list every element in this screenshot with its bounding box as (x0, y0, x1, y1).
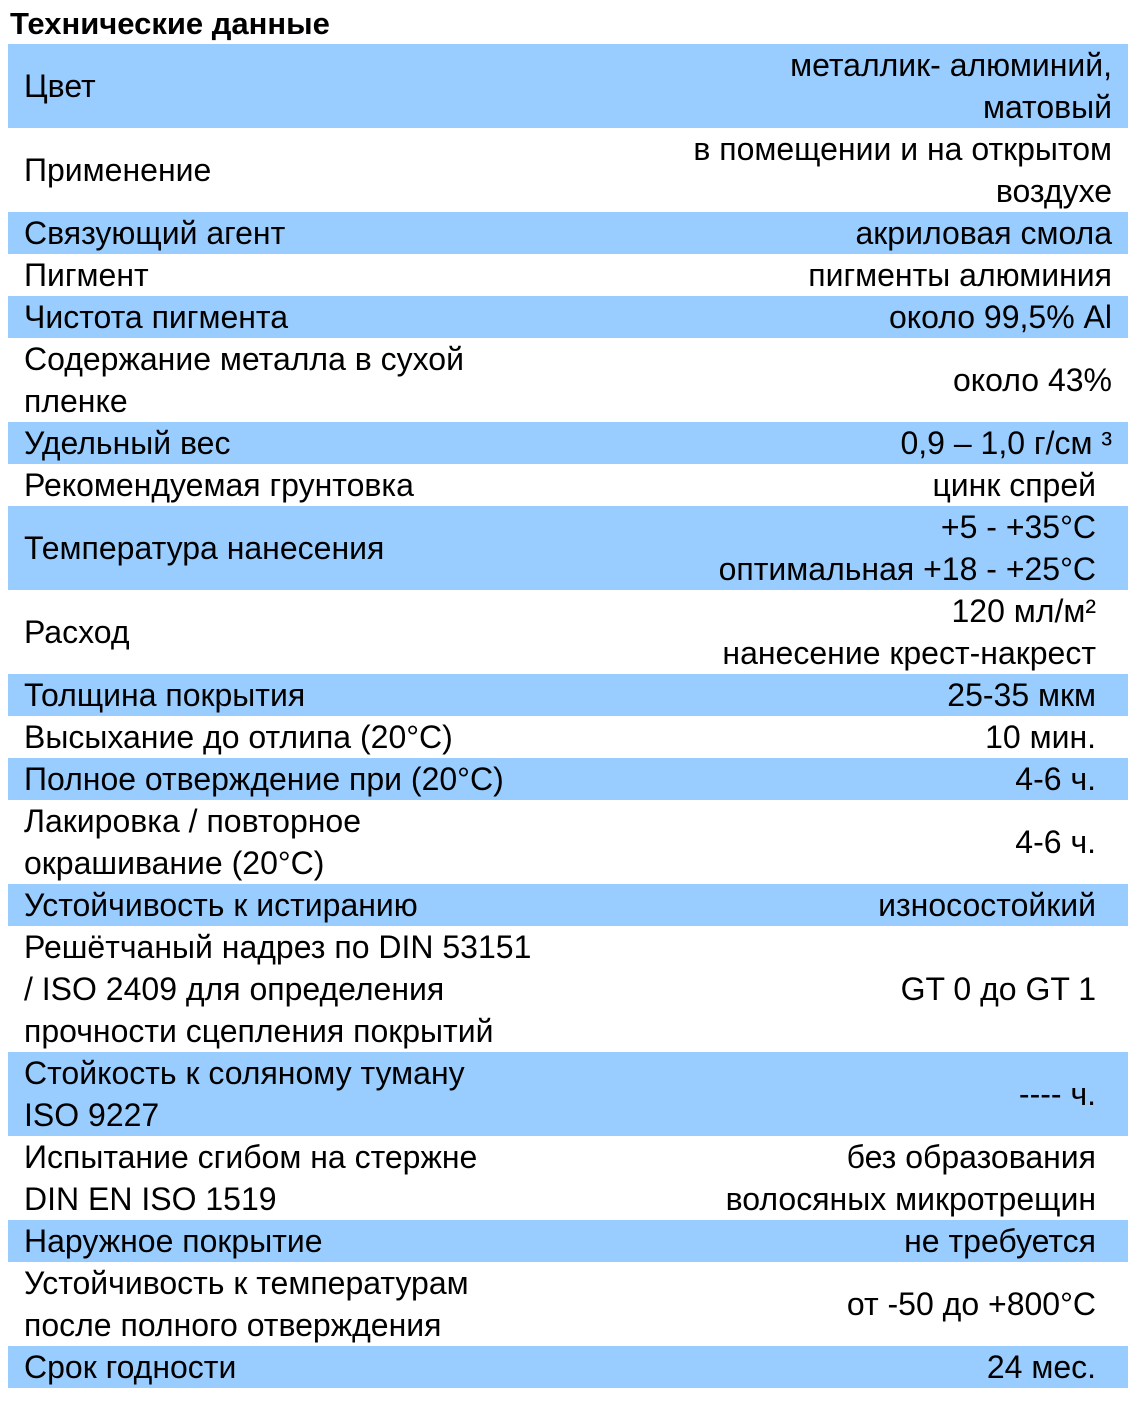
row-label: Стойкость к соляному туману ISO 9227 (24, 1055, 465, 1133)
row-label: Рекомендуемая грунтовка (24, 467, 414, 503)
row-label: Наружное покрытие (24, 1223, 323, 1259)
table-row (8, 800, 1128, 884)
table-row (8, 128, 1128, 212)
row-value: металлик- алюминий, матовый (790, 47, 1112, 125)
row-label: Полное отверждение при (20°C) (24, 761, 504, 797)
row-value: 120 мл/м² нанесение крест-накрест (722, 593, 1096, 671)
row-value: износостойкий (878, 887, 1096, 923)
row-label: Расход (24, 614, 130, 650)
table-row (8, 674, 1128, 716)
row-label: Лакировка / повторное окрашивание (20°C) (24, 803, 362, 881)
table-row (8, 758, 1128, 800)
table-row (8, 716, 1128, 758)
row-label: Удельный вес (24, 425, 231, 461)
row-label: Цвет (24, 68, 96, 104)
row-value: ---- ч. (1018, 1076, 1096, 1112)
row-value: 0,9 – 1,0 г/см ³ (900, 425, 1112, 461)
row-value: +5 - +35°C оптимальная +18 - +25°C (718, 509, 1096, 587)
row-label: Пигмент (24, 257, 149, 293)
row-value: цинк спрей (932, 467, 1096, 503)
table-row (8, 884, 1128, 926)
row-value: от -50 до +800°C (846, 1286, 1096, 1322)
row-value: не требуется (904, 1223, 1096, 1259)
table-row (8, 422, 1128, 464)
row-value: 24 мес. (986, 1349, 1096, 1385)
table-row (8, 926, 1128, 1052)
row-label: Содержание металла в сухой пленке (24, 341, 464, 419)
table-row (8, 1346, 1128, 1388)
row-value: около 99,5% Al (888, 299, 1112, 335)
table-row (8, 1262, 1128, 1346)
table-row (8, 254, 1128, 296)
row-label: Применение (24, 152, 212, 188)
row-label: Температура нанесения (24, 530, 385, 566)
row-label: Высыхание до отлипа (20°C) (24, 719, 453, 755)
row-label: Устойчивость к истиранию (24, 887, 418, 923)
row-label: Срок годности (24, 1349, 237, 1385)
row-label: Связующий агент (24, 215, 286, 251)
row-label: Устойчивость к температурам после полного отверждения (24, 1265, 469, 1343)
table-row (8, 44, 1128, 128)
row-label: Чистота пигмента (24, 299, 289, 335)
table-row (8, 1052, 1128, 1136)
row-label: Толщина покрытия (24, 677, 306, 713)
row-value: 4-6 ч. (1015, 824, 1096, 860)
row-value: 25-35 мкм (947, 677, 1096, 713)
row-label: Испытание сгибом на стержне DIN EN ISO 1519 (24, 1139, 478, 1217)
table-row (8, 590, 1128, 674)
table-row (8, 338, 1128, 422)
row-value: пигменты алюминия (808, 257, 1112, 293)
row-value: 10 мин. (985, 719, 1096, 755)
table-row (8, 212, 1128, 254)
row-value: 4-6 ч. (1015, 761, 1096, 797)
section-title: Технические данные (10, 6, 330, 41)
row-value: GT 0 до GT 1 (900, 971, 1096, 1007)
row-value: без образования волосяных микротрещин (725, 1139, 1096, 1217)
table-row (8, 1136, 1128, 1220)
row-value: в помещении и на открытом воздухе (693, 131, 1112, 209)
specs-table (8, 44, 1128, 1388)
row-label: Решётчаный надрез по DIN 53151 / ISO 2409 для определения прочности сцепления покрытий (24, 929, 532, 1049)
table-row (8, 464, 1128, 506)
table-row (8, 1220, 1128, 1262)
row-value: около 43% (952, 362, 1112, 398)
table-row (8, 296, 1128, 338)
table-row (8, 506, 1128, 590)
row-value: акриловая смола (855, 215, 1112, 251)
